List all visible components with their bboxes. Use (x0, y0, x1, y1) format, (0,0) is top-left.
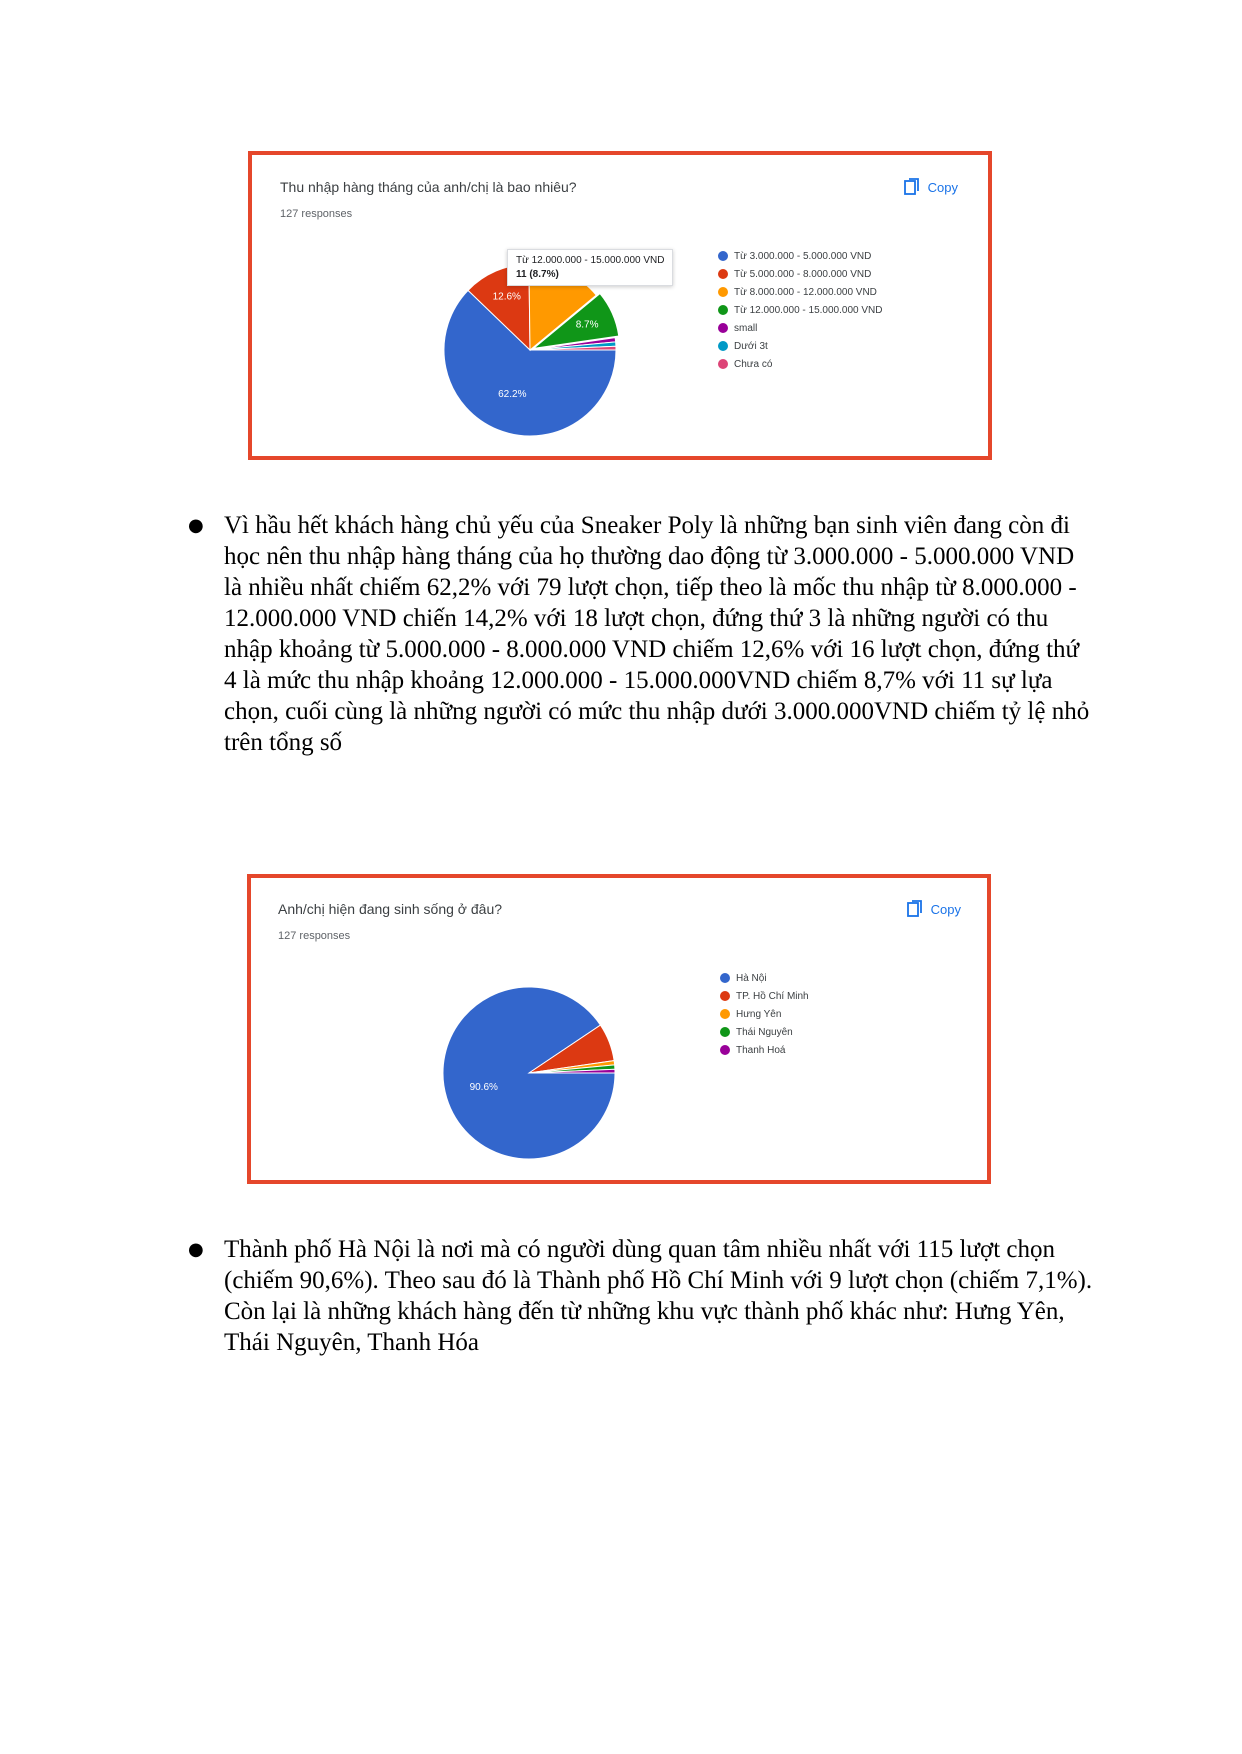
legend-label: TP. Hồ Chí Minh (736, 990, 809, 1002)
bullet-marker: ● (188, 515, 204, 536)
legend-label: Hưng Yên (736, 1008, 782, 1020)
legend-item[interactable] (718, 337, 882, 355)
location-chart-card (247, 874, 991, 1184)
legend-label: Hà Nội (736, 972, 767, 984)
legend-swatch (720, 1009, 730, 1019)
legend-swatch (720, 1027, 730, 1037)
chart-tooltip (507, 249, 673, 286)
copy-label: Copy (930, 901, 961, 917)
legend-label: Chưa có (734, 358, 773, 370)
legend-item[interactable] (718, 355, 882, 373)
legend-label: Từ 8.000.000 - 12.000.000 VND (734, 286, 877, 298)
legend-label: Thanh Hoá (736, 1044, 786, 1056)
slice-label: 8.7% (575, 319, 599, 331)
legend-swatch (720, 1045, 730, 1055)
tooltip-label: Từ 12.000.000 - 15.000.000 VND (516, 255, 665, 266)
legend-item[interactable] (718, 283, 882, 301)
legend-item[interactable] (720, 1005, 809, 1023)
legend-label: Thái Nguyên (736, 1026, 793, 1038)
response-count: 127 responses (278, 930, 351, 942)
income-chart-card (248, 151, 992, 460)
legend-item[interactable] (718, 319, 882, 337)
legend-item[interactable] (718, 301, 882, 319)
income-analysis-paragraph: Vì hầu hết khách hàng chủ yếu của Sneaker Poly là những bạn sinh viên đang còn đi học nên thu nhập hàng tháng của họ thường dao động từ 3.000.000 - 5.000.000 VND là nhiều nhất chiếm 62,2% với 79 lượt chọn, tiếp theo là mốc thu nhập từ 8.000.000 - 12.000.000 VND chiến 14,2% với 18 lượt chọn, đứng thứ 3 là những người có thu nhập khoảng từ 5.000.000 - 8.000.000 VND chiếm 12,6% với 16 lượt chọn, đứng thứ 4 là mức thu nhập khoảng 12.000.000 - 15.000.000VND chiếm 8,7% với 11 sự lựa chọn, cuối cùng là những người có mức thu nhập dưới 3.000.000VND chiếm tỷ lệ nhỏ trên tổng số (224, 512, 1090, 756)
legend-swatch (720, 991, 730, 1001)
copy-label: Copy (927, 179, 958, 195)
legend-item[interactable] (718, 265, 882, 283)
legend-swatch (718, 341, 728, 351)
response-count: 127 responses (280, 208, 353, 220)
legend-swatch (718, 305, 728, 315)
legend-label: small (734, 322, 758, 334)
chart-title: Anh/chị hiện đang sinh sống ở đâu? (278, 901, 503, 917)
legend-item[interactable] (720, 1023, 809, 1041)
location-analysis-paragraph: Thành phố Hà Nội là nơi mà có người dùng quan tâm nhiều nhất với 115 lượt chọn (chiếm 90,6%). Theo sau đó là Thành phố Hồ Chí Minh với 9 lượt chọn (chiếm 7,1%). Còn lại là những khách hàng đến từ những khu vực thành phố khác như: Hưng Yên, Thái Nguyên, Thanh Hóa (224, 1236, 1093, 1356)
tooltip-count: 11 (8.7%) (516, 269, 559, 280)
copy-icon (907, 900, 923, 918)
legend-label: Từ 3.000.000 - 5.000.000 VND (734, 250, 872, 262)
bullet-marker: ● (188, 1239, 204, 1260)
copy-button[interactable] (907, 900, 961, 918)
legend-item[interactable] (720, 1041, 809, 1059)
legend-label: Từ 12.000.000 - 15.000.000 VND (734, 304, 883, 316)
chart-legend (718, 247, 882, 373)
legend-swatch (718, 269, 728, 279)
legend-swatch (718, 287, 728, 297)
legend-label: Từ 5.000.000 - 8.000.000 VND (734, 268, 872, 280)
slice-label: 62.2% (498, 388, 527, 400)
legend-swatch (720, 973, 730, 983)
legend-item[interactable] (718, 247, 882, 265)
legend-item[interactable] (720, 969, 809, 987)
legend-swatch (718, 323, 728, 333)
slice-label: 90.6% (469, 1081, 498, 1093)
chart-title: Thu nhập hàng tháng của anh/chị là bao nhiêu? (280, 179, 577, 195)
legend-swatch (718, 251, 728, 261)
slice-label: 12.6% (492, 291, 521, 303)
legend-item[interactable] (720, 987, 809, 1005)
location-pie-chart (419, 968, 639, 1178)
legend-swatch (718, 359, 728, 369)
chart-legend (720, 969, 809, 1059)
copy-icon (904, 178, 920, 196)
legend-label: Dưới 3t (734, 340, 768, 352)
copy-button[interactable] (904, 178, 958, 196)
